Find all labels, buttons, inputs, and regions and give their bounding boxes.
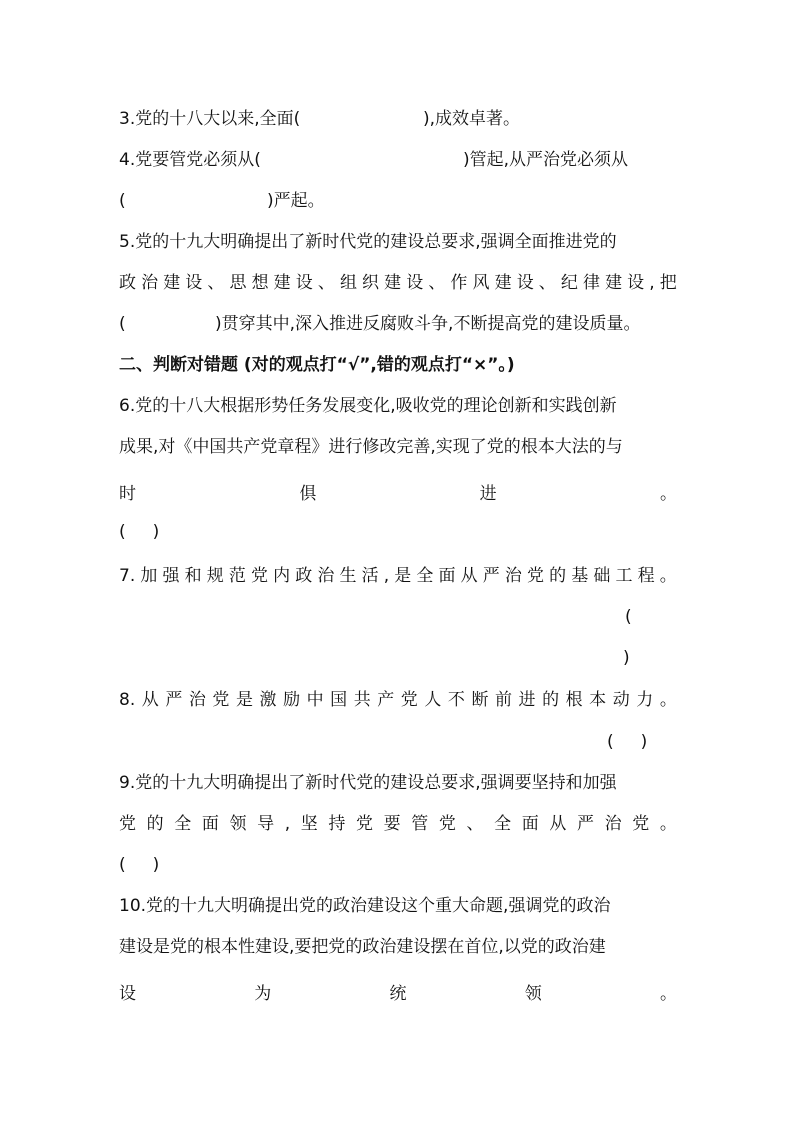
char: 持	[328, 814, 346, 834]
char: 为	[254, 984, 272, 1004]
q6-answer-paren: ( )	[119, 522, 160, 542]
char: 党	[527, 566, 545, 586]
char: 建	[163, 273, 181, 293]
char: 全	[494, 814, 512, 834]
char: 党	[438, 814, 456, 834]
char: 产	[377, 690, 395, 710]
q10-line-3	[119, 980, 677, 1008]
char: 进	[479, 484, 497, 504]
char: 励	[283, 690, 301, 710]
q5-text-after-blank: )贯穿其中,深入推进反腐败斗争,不断提高党的建设质量。	[215, 314, 641, 334]
char: 面	[438, 566, 456, 586]
char: 设	[119, 984, 136, 1004]
q10-line-1: 10.党的十九大明确提出党的政治建设这个重大命题,强调党的政治	[119, 896, 611, 916]
q7-close-paren: )	[623, 648, 630, 668]
char: 党	[119, 814, 136, 834]
char: 设	[627, 273, 645, 293]
char: 的	[542, 690, 560, 710]
q9-line-1: 9.党的十九大明确提出了新时代党的建设总要求,强调要坚持和加强	[119, 773, 617, 793]
char: 俱	[299, 484, 317, 504]
section-2-title: 二、判断对错题 (对的观点打“√”,错的观点打“×”。)	[119, 355, 515, 375]
q3-text-after-blank: ),成效卓著。	[423, 109, 521, 129]
char: 领	[524, 984, 542, 1004]
char: 管	[411, 814, 429, 834]
char: 想	[251, 273, 269, 293]
char: 治	[188, 690, 206, 710]
char: 、	[317, 273, 335, 293]
char: 设	[516, 273, 534, 293]
char: 础	[593, 566, 611, 586]
q9-line-2	[119, 810, 677, 838]
q6-line-2: 成果,对《中国共产党章程》进行修改完善,实现了党的根本大法的与	[119, 437, 623, 457]
char: 律	[582, 273, 600, 293]
char: 人	[424, 690, 442, 710]
char: 。	[660, 984, 677, 1004]
char: 织	[362, 273, 380, 293]
char: 根	[565, 690, 583, 710]
char: 、	[466, 814, 484, 834]
char: 导	[257, 814, 275, 834]
q6-line-1: 6.党的十八大根据形势任务发展变化,吸收党的理论创新和实践创新	[119, 396, 617, 416]
char: 全	[416, 566, 434, 586]
char: 党	[356, 814, 374, 834]
char: 领	[229, 814, 247, 834]
char: 力	[636, 690, 654, 710]
q4-text-after-blank: )管起,从严治党必须从	[463, 150, 629, 170]
char: 建	[494, 273, 512, 293]
char: 严	[577, 814, 595, 834]
char: 政	[119, 273, 136, 293]
char: 程	[637, 566, 655, 586]
char: 组	[339, 273, 357, 293]
char: 中	[306, 690, 324, 710]
char: 。	[659, 814, 677, 834]
q7-line-1	[119, 562, 677, 590]
q4-open-paren: (	[119, 191, 126, 211]
char: ,	[649, 273, 655, 293]
char: 面	[521, 814, 539, 834]
q4-line-1	[119, 146, 677, 174]
char: 前	[494, 690, 512, 710]
char: 建	[273, 273, 291, 293]
char: 工	[615, 566, 633, 586]
char: 思	[229, 273, 247, 293]
char: 和	[184, 566, 202, 586]
char: 建	[384, 273, 402, 293]
char: 。	[659, 690, 677, 710]
char: 断	[471, 690, 489, 710]
char: 党	[212, 690, 230, 710]
char: 本	[589, 690, 607, 710]
char: 党	[632, 814, 650, 834]
char: 动	[612, 690, 630, 710]
char: 党	[400, 690, 418, 710]
char: 统	[389, 984, 407, 1004]
char: 作	[450, 273, 468, 293]
char: 活	[361, 566, 379, 586]
char: 8.	[119, 690, 136, 710]
char: 坚	[300, 814, 318, 834]
char: 7.	[119, 566, 136, 586]
char: 是	[235, 690, 253, 710]
char: 治	[504, 566, 522, 586]
char: 。	[659, 566, 677, 586]
char: 的	[549, 566, 567, 586]
char: 加	[140, 566, 158, 586]
char: 内	[273, 566, 291, 586]
char: 国	[330, 690, 348, 710]
char: 风	[472, 273, 490, 293]
char: 激	[259, 690, 277, 710]
char: 强	[162, 566, 180, 586]
q4-line-2	[119, 187, 677, 215]
char: 共	[353, 690, 371, 710]
char: 设	[185, 273, 203, 293]
char: 范	[228, 566, 246, 586]
char: 、	[207, 273, 225, 293]
char: 纪	[560, 273, 578, 293]
char: 建	[605, 273, 623, 293]
char: 的	[146, 814, 164, 834]
q5-line-2	[119, 269, 677, 297]
char: 党	[250, 566, 268, 586]
char: 规	[206, 566, 224, 586]
char: 从	[141, 690, 159, 710]
char: 不	[447, 690, 465, 710]
char: 面	[201, 814, 219, 834]
q3-line	[119, 105, 677, 133]
q5-line-3	[119, 310, 677, 338]
char: 基	[571, 566, 589, 586]
char: 要	[383, 814, 401, 834]
q8-answer-paren: ( )	[607, 732, 648, 752]
q7-open-paren: (	[625, 607, 632, 627]
char: 治	[604, 814, 622, 834]
char: 严	[165, 690, 183, 710]
char: 生	[339, 566, 357, 586]
q9-answer-paren: ( )	[119, 855, 160, 875]
char: 治	[317, 566, 335, 586]
q8-answer-line	[119, 728, 677, 756]
q4-text-after-blank-2: )严起。	[267, 191, 325, 211]
q8-line-1	[119, 686, 677, 714]
char: 治	[141, 273, 159, 293]
char: 全	[174, 814, 192, 834]
q7-answer-close-line	[119, 644, 677, 672]
char: 把	[659, 273, 677, 293]
char: 、	[428, 273, 446, 293]
char: 政	[295, 566, 313, 586]
q3-text-before-blank: 3.党的十八大以来,全面(	[119, 109, 301, 129]
char: 进	[518, 690, 536, 710]
q5-line-1: 5.党的十九大明确提出了新时代党的建设总要求,强调全面推进党的	[119, 232, 617, 252]
q7-answer-open-line	[119, 603, 677, 631]
q5-open-paren: (	[119, 314, 126, 334]
char: 。	[659, 484, 677, 504]
char: 是	[394, 566, 412, 586]
char: 时	[119, 484, 136, 504]
char: 从	[460, 566, 478, 586]
char: 设	[295, 273, 313, 293]
char: 设	[406, 273, 424, 293]
char: 严	[482, 566, 500, 586]
q6-line-3	[119, 480, 677, 508]
char: 从	[549, 814, 567, 834]
q10-line-2: 建设是党的根本性建设,要把党的政治建设摆在首位,以党的政治建	[119, 937, 606, 957]
q4-text-before-blank: 4.党要管党必须从(	[119, 150, 261, 170]
char: ,	[284, 814, 291, 834]
char: ,	[383, 566, 390, 586]
char: 、	[538, 273, 556, 293]
